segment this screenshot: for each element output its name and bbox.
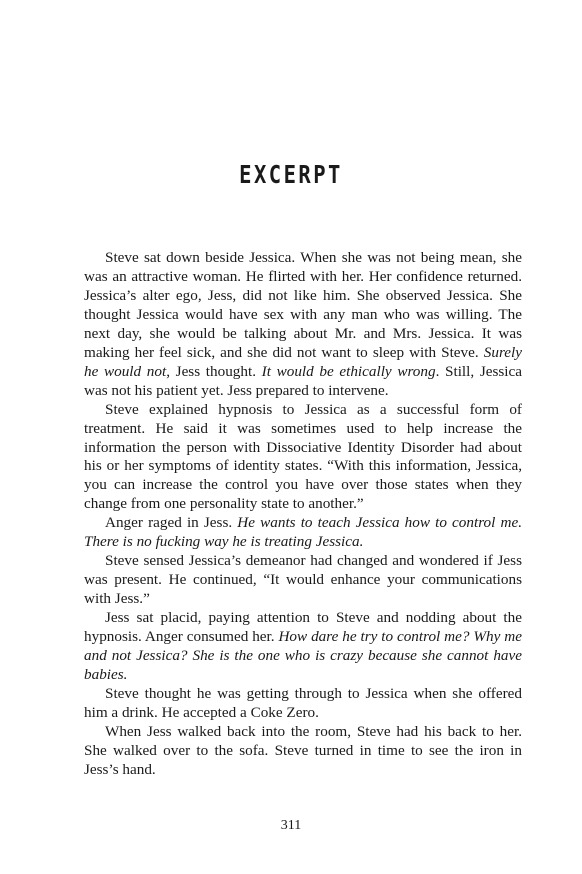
italic-text: He wants to teach Jessica how to control me. There is no fucking way he is treating Jessica.: [84, 514, 522, 551]
text-segment: When Jess walked back into the room, Steve had his back to her. She walked over to the sofa. Steve turned in time to see the iron in Jess’s hand.: [84, 722, 522, 778]
paragraph: [84, 401, 522, 515]
body-text: [84, 249, 522, 780]
italic-text: It would be ethically wrong: [261, 362, 436, 380]
paragraph: [84, 609, 522, 685]
paragraph: [84, 552, 522, 609]
paragraph: [84, 685, 522, 723]
text-segment: Steve explained hypnosis to Jessica as a successful form of treatment. He said it was sometimes used to help increase the information the person with Dissociative Identity Disorder had about his or her symptoms of identity states. “With this information, Jessica, you can increase the control you have over those states when they change from one personality state to another.”: [84, 400, 522, 513]
italic-text: Surely he would not: [84, 343, 522, 380]
chapter-title: EXCERPT: [239, 160, 343, 189]
paragraph: [84, 723, 522, 780]
text-segment: , Jess thought.: [166, 362, 262, 380]
text-segment: . Still, Jessica was not his patient yet. Jess prepared to intervene.: [84, 362, 523, 399]
italic-text: How dare he try to control me? Why me and not Jessica? She is the one who is crazy because she cannot have babies.: [84, 628, 522, 683]
text-segment: Steve thought he was getting through to Jessica when she offered him a drink. He accepted a Coke Zero.: [84, 684, 522, 721]
text-segment: Steve sensed Jessica’s demeanor had changed and wondered if Jess was present. He continued, “It would enhance your communications with Jess.”: [84, 552, 522, 608]
text-segment: Steve sat down beside Jessica. When she was not being mean, she was an attractive woman. He flirted with her. Her confidence returned. Jessica’s alter ego, Jess, did not like him. She observed Jessica. She thought Jessica would have sex with any man who was willing. The next day, she would be talking about Mr. and Mrs. Jessica. It was making her feel sick, and she did not want to sleep with Steve.: [84, 249, 522, 361]
text-segment: Anger raged in Jess.: [105, 514, 238, 532]
paragraph: [84, 514, 522, 552]
paragraph: [84, 249, 522, 401]
page-number: 311: [280, 818, 302, 833]
text-segment: Jess sat placid, paying attention to Steve and nodding about the hypnosis. Anger consumed her.: [84, 609, 522, 646]
